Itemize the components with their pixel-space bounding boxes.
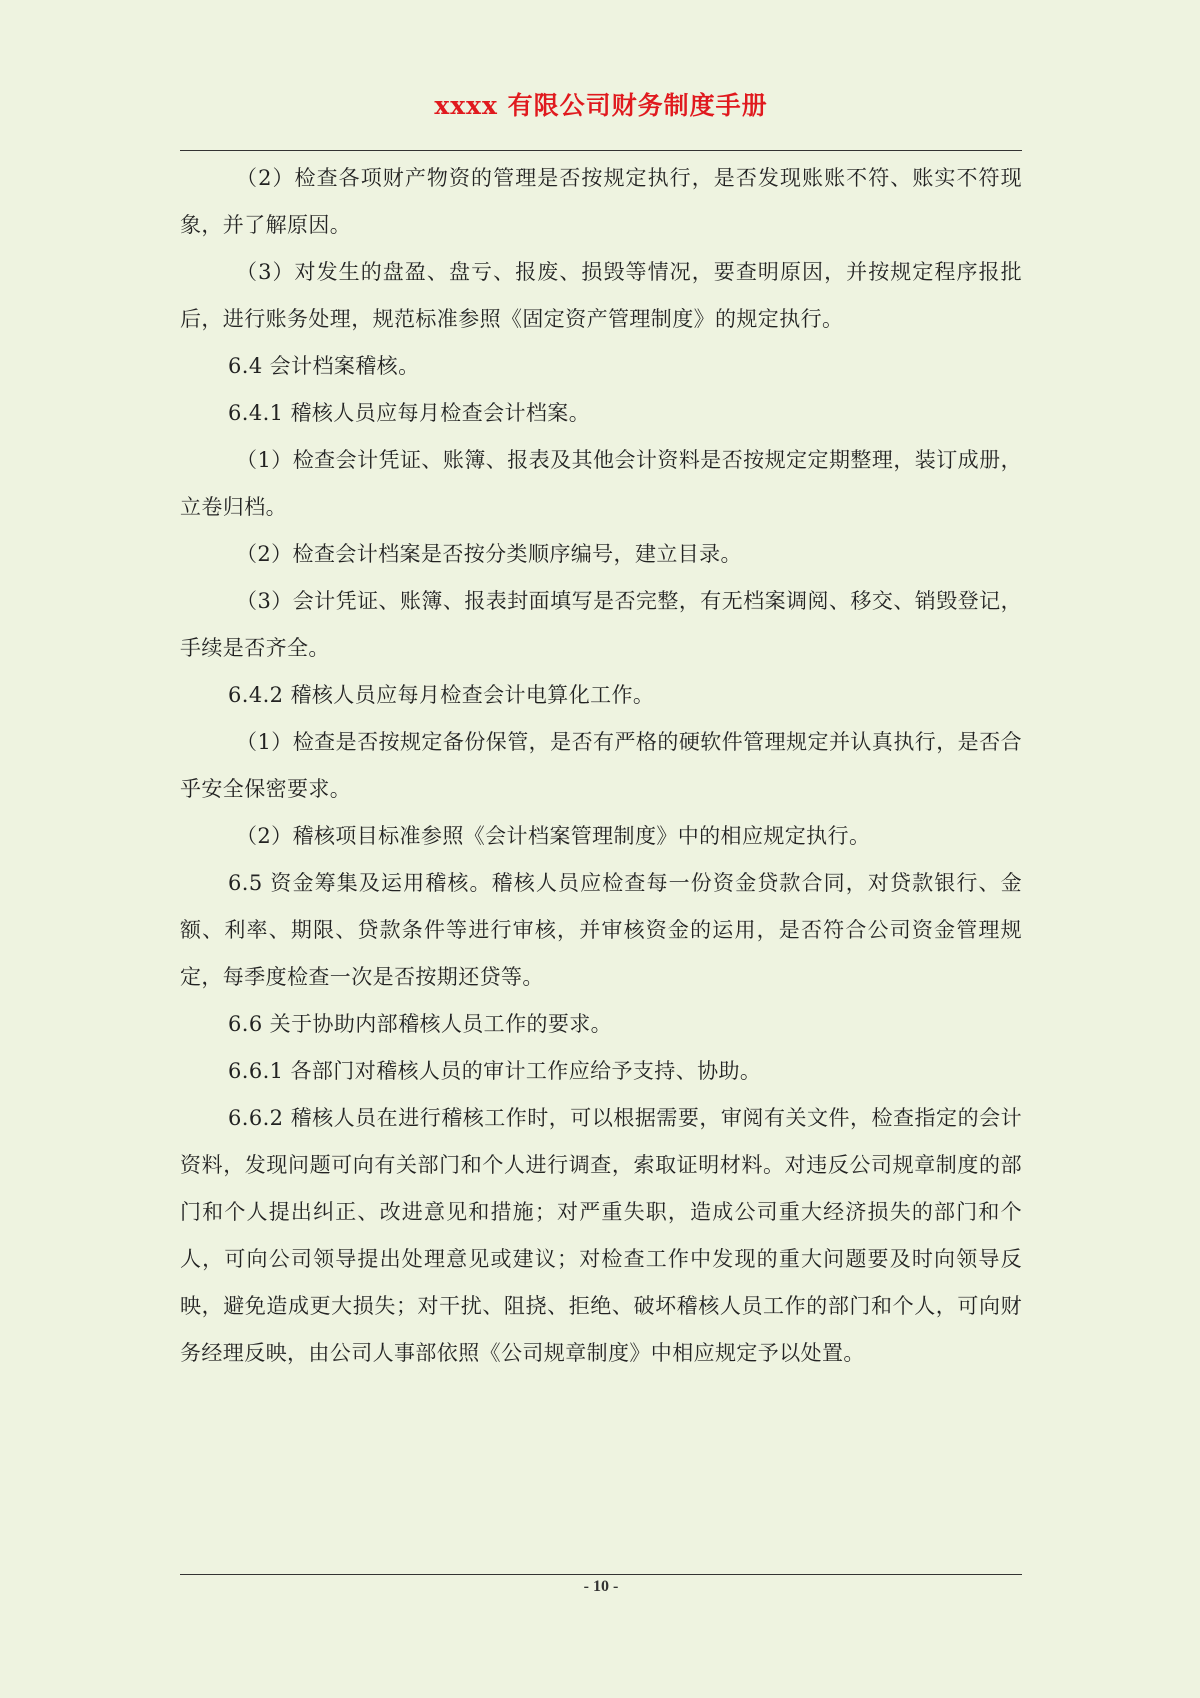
page-header-title: xxxx 有限公司财务制度手册 [434,91,768,120]
footer-divider [180,1574,1022,1575]
subsection-heading: 6.4.1 稽核人员应每月检查会计档案。 [228,401,591,425]
document-body [180,155,1022,1377]
paragraph: （2）检查各项财产物资的管理是否按规定执行，是否发现账账不符、账实不符现象，并了解原因。 [180,166,1022,237]
paragraph: 6.6.2 稽核人员在进行稽核工作时，可以根据需要，审阅有关文件，检查指定的会计资料，发现问题可向有关部门和个人进行调查，索取证明材料。对违反公司规章制度的部门和个人提出纠正、改进意见和措施；对严重失职，造成公司重大经济损失的部门和个人，可向公司领导提出处理意见或建议；对检查工作中发现的重大问题要及时向领导反映，避免造成更大损失；对干扰、阻挠、拒绝、破坏稽核人员工作的部门和个人，可向财务经理反映，由公司人事部依照《公司规章制度》中相应规定予以处置。 [180,1106,1022,1365]
subsection-heading: 6.4.2 稽核人员应每月检查会计电算化工作。 [228,683,655,707]
paragraph: （1）检查是否按规定备份保管，是否有严格的硬软件管理规定并认真执行，是否合乎安全保密要求。 [180,730,1022,801]
paragraph: （3）会计凭证、账簿、报表封面填写是否完整，有无档案调阅、移交、销毁登记，手续是否齐全。 [180,589,1022,660]
paragraph: （3）对发生的盘盈、盘亏、报废、损毁等情况，要查明原因，并按规定程序报批后，进行账务处理，规范标准参照《固定资产管理制度》的规定执行。 [180,260,1022,331]
paragraph: 6.6.1 各部门对稽核人员的审计工作应给予支持、协助。 [228,1059,762,1083]
page-number: - 10 - [583,1578,619,1595]
paragraph: （1）检查会计凭证、账簿、报表及其他会计资料是否按规定定期整理，装订成册，立卷归档。 [180,448,1022,519]
section-heading: 6.6 关于协助内部稽核人员工作的要求。 [228,1012,613,1036]
paragraph: 6.5 资金筹集及运用稽核。稽核人员应检查每一份资金贷款合同，对贷款银行、金额、利率、期限、贷款条件等进行审核，并审核资金的运用，是否符合公司资金管理规定，每季度检查一次是否按期还贷等。 [180,871,1022,989]
paragraph: （2）稽核项目标准参照《会计档案管理制度》中的相应规定执行。 [236,824,871,848]
section-heading: 6.4 会计档案稽核。 [228,354,420,378]
paragraph: （2）检查会计档案是否按分类顺序编号，建立目录。 [236,542,742,566]
header-divider [180,150,1022,151]
